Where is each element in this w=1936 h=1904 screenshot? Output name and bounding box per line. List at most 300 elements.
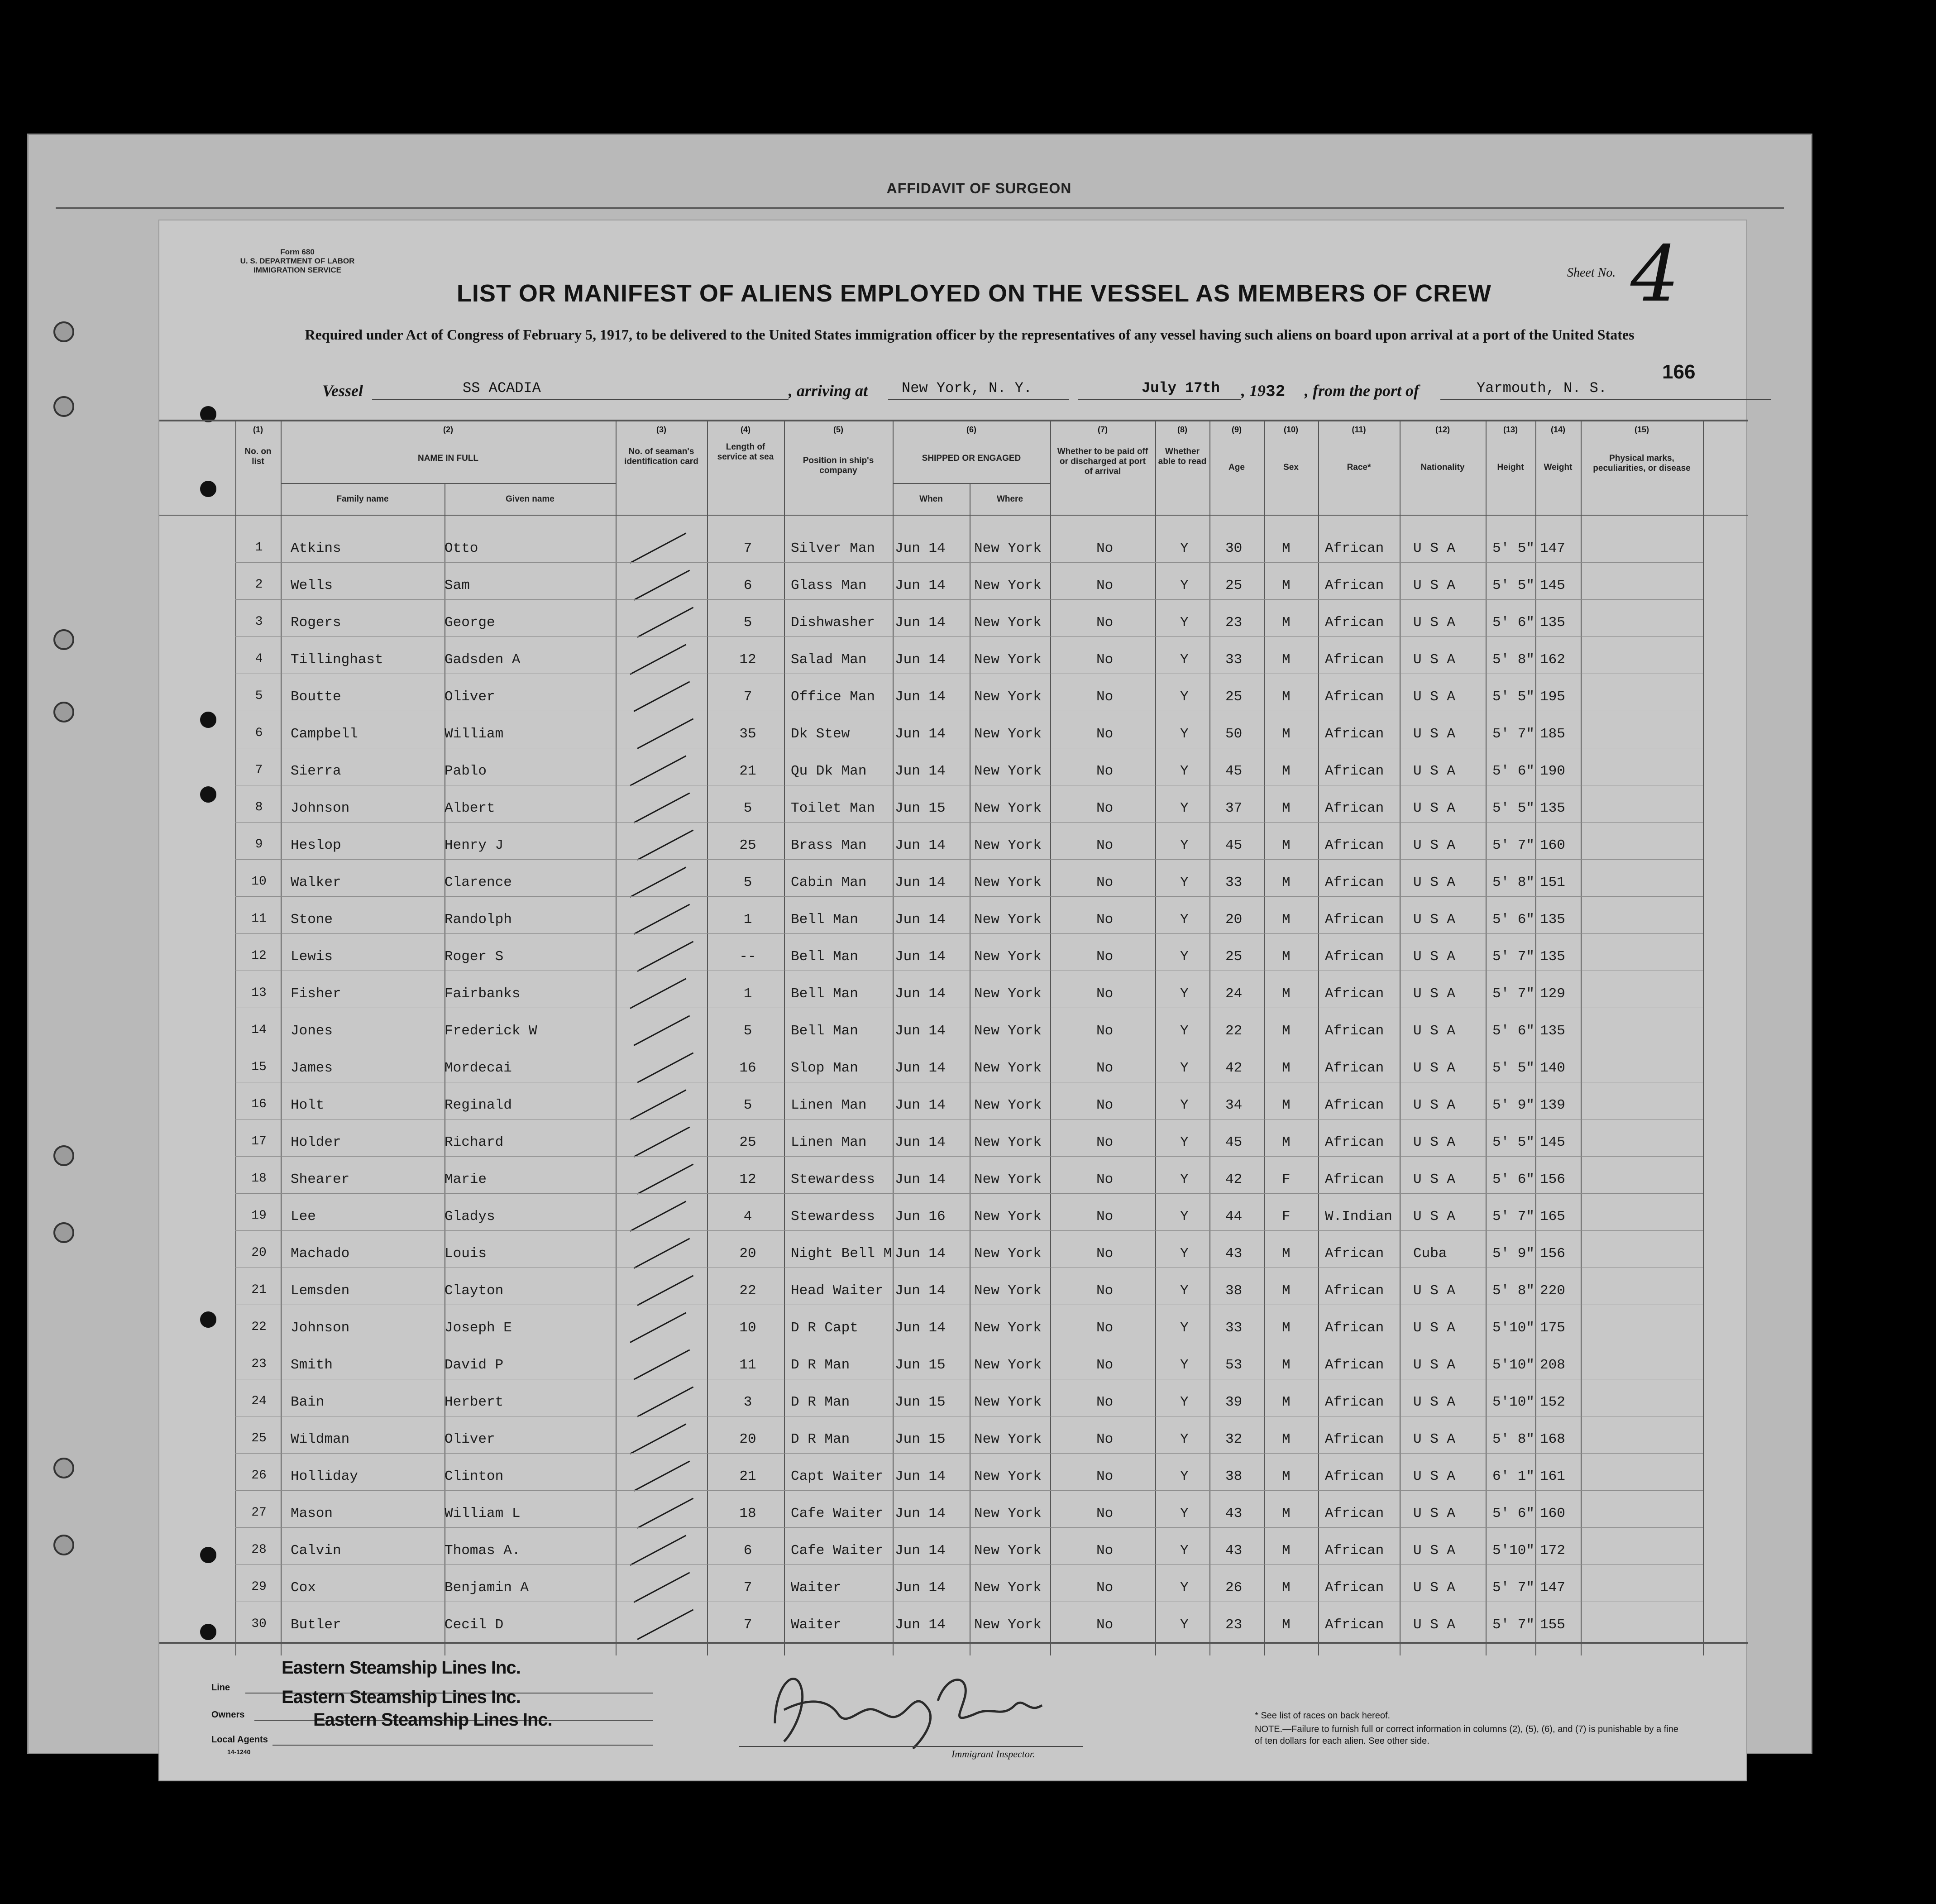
height: 5' 7": [1492, 1580, 1535, 1596]
paid-off: No: [1096, 1246, 1114, 1262]
column-number: (7): [1098, 425, 1108, 434]
paid-off: No: [1096, 1469, 1114, 1484]
able-to-read: Y: [1180, 1431, 1189, 1447]
row-number: 20: [251, 1246, 267, 1260]
id-card-check-mark: [630, 1535, 686, 1565]
able-to-read: Y: [1180, 1580, 1189, 1596]
row-rule: [235, 636, 1703, 637]
age: 30: [1225, 541, 1243, 556]
able-to-read: Y: [1180, 615, 1189, 631]
weight: 195: [1540, 689, 1565, 705]
nationality: U S A: [1413, 1209, 1456, 1225]
paid-off: No: [1096, 1209, 1114, 1225]
height: 5' 8": [1492, 652, 1535, 668]
sex: M: [1282, 1394, 1291, 1410]
given-name: Randolph: [445, 912, 512, 928]
age: 24: [1225, 986, 1243, 1002]
name-subheader-rule: [281, 483, 616, 484]
shipped-when: Jun 14: [895, 615, 946, 631]
table-row: [159, 568, 1748, 604]
row-number: 16: [251, 1097, 267, 1111]
id-card-check-mark: [637, 941, 693, 971]
affidavit-rule: [56, 207, 1784, 209]
shipped-where: New York: [974, 1134, 1042, 1150]
column-number: (2): [443, 425, 453, 434]
family-name: Tillinghast: [291, 652, 383, 668]
column-header-physical-marks: Physical marks, peculiarities, or disease: [1593, 454, 1691, 473]
height: 5' 8": [1492, 1283, 1535, 1299]
owners-label: Owners: [211, 1710, 245, 1720]
column-number: (12): [1435, 425, 1450, 434]
column-number: (8): [1177, 425, 1187, 434]
sex: M: [1282, 1469, 1291, 1484]
position: Slop Man: [791, 1060, 858, 1076]
manifest-sheet: [158, 220, 1747, 1781]
row-number: 6: [255, 726, 263, 740]
position: Capt Waiter: [791, 1469, 884, 1484]
age: 38: [1225, 1469, 1243, 1484]
nationality: U S A: [1413, 1023, 1456, 1039]
binder-hole: [53, 1222, 74, 1243]
shipped-when: Jun 14: [895, 1320, 946, 1336]
age: 42: [1225, 1060, 1243, 1076]
nationality: U S A: [1413, 1617, 1456, 1633]
id-card-check-mark: [637, 1497, 693, 1528]
shipped-where: New York: [974, 875, 1042, 890]
shipped-where: New York: [974, 1431, 1042, 1447]
sex: M: [1282, 1320, 1291, 1336]
race: African: [1325, 1431, 1384, 1447]
race: African: [1325, 1283, 1384, 1299]
service-length: 25: [739, 1134, 756, 1150]
row-rule: [235, 859, 1703, 860]
row-number: 10: [251, 875, 267, 889]
shipped-when: Jun 14: [895, 578, 946, 593]
table-row: [159, 716, 1748, 752]
row-rule: [235, 599, 1703, 600]
height: 5' 6": [1492, 1506, 1535, 1521]
height: 5'10": [1492, 1320, 1535, 1336]
vessel-label: [322, 381, 363, 400]
weight: 156: [1540, 1246, 1565, 1262]
shipped-when: Jun 14: [895, 689, 946, 705]
row-rule: [235, 1527, 1703, 1528]
given-name: George: [445, 615, 495, 631]
race: African: [1325, 1580, 1384, 1596]
given-name: Clarence: [445, 875, 512, 890]
service-length: 5: [743, 800, 752, 816]
sex: M: [1282, 949, 1291, 965]
row-number: 14: [251, 1023, 267, 1037]
position: Linen Man: [791, 1134, 867, 1150]
given-name: Sam: [445, 578, 470, 593]
age: 39: [1225, 1394, 1243, 1410]
position: Bell Man: [791, 1023, 858, 1039]
column-header-height: Height: [1497, 463, 1524, 472]
shipped-when: Jun 14: [895, 875, 946, 890]
paid-off: No: [1096, 1431, 1114, 1447]
service-length: 4: [743, 1209, 752, 1225]
service-length: 22: [739, 1283, 756, 1299]
service-length: 21: [739, 1469, 756, 1484]
column-number: (3): [656, 425, 666, 434]
family-name: Machado: [291, 1246, 350, 1262]
id-card-check-mark: [633, 1015, 690, 1046]
arrival-port: New York, N. Y.: [888, 380, 1069, 400]
column-header-race: Race*: [1347, 463, 1371, 472]
id-card-check-mark: [637, 1052, 693, 1083]
age: 32: [1225, 1431, 1243, 1447]
sex: M: [1282, 1097, 1291, 1113]
service-length: 25: [739, 837, 756, 853]
shipped-when: Jun 14: [895, 912, 946, 928]
given-name: Mordecai: [445, 1060, 512, 1076]
shipped-when: Jun 14: [895, 949, 946, 965]
table-row: [159, 1421, 1748, 1458]
given-name: Oliver: [445, 689, 495, 705]
paid-off: No: [1096, 1357, 1114, 1373]
shipped-where: New York: [974, 726, 1042, 742]
able-to-read: Y: [1180, 1023, 1189, 1039]
shipped-when: Jun 14: [895, 837, 946, 853]
age: 44: [1225, 1209, 1243, 1225]
page-title: LIST OR MANIFEST OF ALIENS EMPLOYED ON THE VESSEL AS MEMBERS OF CREW: [456, 280, 1492, 307]
sex: M: [1282, 689, 1291, 705]
table-row: [159, 642, 1748, 678]
service-length: 7: [743, 541, 752, 556]
position: Cabin Man: [791, 875, 867, 890]
able-to-read: Y: [1180, 1060, 1189, 1076]
service-length: 21: [739, 763, 756, 779]
height: 5' 7": [1492, 837, 1535, 853]
race: African: [1325, 1172, 1384, 1187]
shipped-when: Jun 15: [895, 1431, 946, 1447]
id-card-check-mark: [637, 1609, 693, 1640]
row-rule: [235, 1156, 1703, 1157]
nationality: U S A: [1413, 615, 1456, 631]
age: 38: [1225, 1283, 1243, 1299]
given-name: Roger S: [445, 949, 504, 965]
able-to-read: Y: [1180, 541, 1189, 556]
weight: 175: [1540, 1320, 1565, 1336]
sex: M: [1282, 1617, 1291, 1633]
family-name: Lewis: [291, 949, 333, 965]
stamp-number: 166: [1662, 361, 1696, 383]
table-row: [159, 679, 1748, 715]
line-label: Line: [211, 1683, 230, 1693]
nationality: Cuba: [1413, 1246, 1447, 1262]
paid-off: No: [1096, 1060, 1114, 1076]
paid-off: No: [1096, 1580, 1114, 1596]
table-row: [159, 976, 1748, 1012]
paid-off: No: [1096, 1097, 1114, 1113]
row-number: 23: [251, 1357, 267, 1371]
id-card-check-mark: [630, 644, 686, 675]
able-to-read: Y: [1180, 1617, 1189, 1633]
nationality: U S A: [1413, 875, 1456, 890]
service-length: 5: [743, 875, 752, 890]
family-name: Campbell: [291, 726, 358, 742]
age: 34: [1225, 1097, 1243, 1113]
age: 23: [1225, 1617, 1243, 1633]
age: 23: [1225, 615, 1243, 631]
paid-off: No: [1096, 615, 1114, 631]
shipped-where: New York: [974, 1580, 1042, 1596]
given-name: Marie: [445, 1172, 487, 1187]
row-number: 7: [255, 763, 263, 777]
paid-off: No: [1096, 912, 1114, 928]
shipped-where: New York: [974, 1617, 1042, 1633]
able-to-read: Y: [1180, 578, 1189, 593]
position: D R Man: [791, 1394, 850, 1410]
shipped-when: Jun 16: [895, 1209, 946, 1225]
age: 33: [1225, 875, 1243, 890]
given-name: Thomas A.: [445, 1543, 521, 1559]
service-length: --: [739, 949, 756, 965]
able-to-read: Y: [1180, 1320, 1189, 1336]
table-row: [159, 939, 1748, 975]
able-to-read: Y: [1180, 1134, 1189, 1150]
column-header-given-name: Given name: [506, 494, 555, 504]
height: 5' 9": [1492, 1097, 1535, 1113]
table-row: [159, 1533, 1748, 1569]
able-to-read: Y: [1180, 912, 1189, 928]
able-to-read: Y: [1180, 837, 1189, 853]
race: African: [1325, 1469, 1384, 1484]
table-row: [159, 531, 1748, 567]
position: Brass Man: [791, 837, 867, 853]
service-length: 35: [739, 726, 756, 742]
age: 33: [1225, 1320, 1243, 1336]
able-to-read: Y: [1180, 763, 1189, 779]
id-card-check-mark: [637, 718, 693, 749]
table-row: [159, 1087, 1748, 1124]
row-number: 17: [251, 1134, 267, 1148]
height: 5' 9": [1492, 1246, 1535, 1262]
race: African: [1325, 1394, 1384, 1410]
paid-off: No: [1096, 689, 1114, 705]
height: 5'10": [1492, 1357, 1535, 1373]
sex: M: [1282, 800, 1291, 816]
sex: M: [1282, 1580, 1291, 1596]
shipped-when: Jun 14: [895, 1023, 946, 1039]
row-rule: [235, 933, 1703, 934]
paid-off: No: [1096, 1023, 1114, 1039]
service-length: 7: [743, 1580, 752, 1596]
nationality: U S A: [1413, 1469, 1456, 1484]
able-to-read: Y: [1180, 986, 1189, 1002]
position: D R Man: [791, 1431, 850, 1447]
weight: 220: [1540, 1283, 1565, 1299]
race: African: [1325, 615, 1384, 631]
shipped-where: New York: [974, 1172, 1042, 1187]
paid-off: No: [1096, 1172, 1114, 1187]
height: 5' 7": [1492, 1617, 1535, 1633]
given-name: Cecil D: [445, 1617, 504, 1633]
signature-rule: [739, 1746, 1083, 1747]
service-length: 11: [739, 1357, 756, 1373]
race: African: [1325, 1357, 1384, 1373]
height: 5' 6": [1492, 912, 1535, 928]
height: 5'10": [1492, 1394, 1535, 1410]
race: African: [1325, 1543, 1384, 1559]
weight: 139: [1540, 1097, 1565, 1113]
id-card-check-mark: [633, 1460, 690, 1491]
header-bottom-rule: [159, 515, 1748, 516]
weight: 135: [1540, 800, 1565, 816]
row-number: 3: [255, 615, 263, 629]
family-name: Bain: [291, 1394, 325, 1410]
position: Glass Man: [791, 578, 867, 593]
weight: 151: [1540, 875, 1565, 890]
family-name: Calvin: [291, 1543, 341, 1559]
column-header-where: Where: [996, 494, 1023, 504]
id-card-check-mark: [633, 681, 690, 712]
table-row: [159, 902, 1748, 938]
service-length: 16: [739, 1060, 756, 1076]
able-to-read: Y: [1180, 949, 1189, 965]
service-length: 1: [743, 912, 752, 928]
able-to-read: Y: [1180, 1357, 1189, 1373]
position: Cafe Waiter: [791, 1506, 884, 1521]
id-card-check-mark: [637, 1275, 693, 1306]
shipped-where: New York: [974, 986, 1042, 1002]
shipped-when: Jun 14: [895, 1060, 946, 1076]
id-card-check-mark: [637, 607, 693, 637]
table-row: [159, 753, 1748, 789]
table-row: [159, 1496, 1748, 1532]
paid-off: No: [1096, 837, 1114, 853]
department-name: U. S. DEPARTMENT OF LABOR: [240, 257, 355, 265]
position: Salad Man: [791, 652, 867, 668]
service-length: 1: [743, 986, 752, 1002]
column-header-id-card: No. of seaman's identification card: [624, 447, 698, 466]
given-name: Joseph E: [445, 1320, 512, 1336]
age: 45: [1225, 763, 1243, 779]
paid-off: No: [1096, 875, 1114, 890]
from-label-text: , from the port of: [1305, 382, 1420, 400]
service-length: 6: [743, 1543, 752, 1559]
position: Stewardess: [791, 1172, 875, 1187]
nationality: U S A: [1413, 1431, 1456, 1447]
shipped-when: Jun 14: [895, 986, 946, 1002]
id-card-check-mark: [633, 1572, 690, 1603]
nationality: U S A: [1413, 1580, 1456, 1596]
weight: 185: [1540, 726, 1565, 742]
table-row: [159, 1162, 1748, 1198]
shipped-where: New York: [974, 578, 1042, 593]
shipped-where: New York: [974, 1506, 1042, 1521]
height: 5' 7": [1492, 1209, 1535, 1225]
given-name: Oliver: [445, 1431, 495, 1447]
given-name: Gladys: [445, 1209, 495, 1225]
given-name: Clinton: [445, 1469, 504, 1484]
service-length: 5: [743, 1097, 752, 1113]
weight: 140: [1540, 1060, 1565, 1076]
agents-rule: [272, 1745, 653, 1746]
year-label: [1241, 381, 1285, 401]
height: 5' 6": [1492, 1023, 1535, 1039]
height: 5' 5": [1492, 541, 1535, 556]
weight: 135: [1540, 1023, 1565, 1039]
weight: 168: [1540, 1431, 1565, 1447]
paid-off: No: [1096, 578, 1114, 593]
page-subtitle: Required under Act of Congress of February 5, 1917, to be delivered to the United States immigration officer by the representatives of any vessel having such aliens on board upon arrival at a port of the United States: [305, 326, 1635, 343]
table-row: [159, 605, 1748, 641]
shipped-where: New York: [974, 1209, 1042, 1225]
nationality: U S A: [1413, 1320, 1456, 1336]
family-name: Johnson: [291, 800, 350, 816]
shipped-where: New York: [974, 1283, 1042, 1299]
row-number: 29: [251, 1580, 267, 1594]
age: 33: [1225, 652, 1243, 668]
id-card-check-mark: [637, 1163, 693, 1194]
column-number: (5): [833, 425, 843, 434]
sex: M: [1282, 837, 1291, 853]
sex: M: [1282, 1023, 1291, 1039]
given-name: Louis: [445, 1246, 487, 1262]
sex: M: [1282, 1246, 1291, 1262]
age: 53: [1225, 1357, 1243, 1373]
table-row: [159, 1273, 1748, 1309]
race: W.Indian: [1325, 1209, 1392, 1225]
shipped-where: New York: [974, 1543, 1042, 1559]
family-name: Mason: [291, 1506, 333, 1521]
weight: 129: [1540, 986, 1565, 1002]
able-to-read: Y: [1180, 1209, 1189, 1225]
row-number: 13: [251, 986, 267, 1000]
race: African: [1325, 1617, 1384, 1633]
column-number: (1): [253, 425, 263, 434]
column-number: (10): [1283, 425, 1298, 434]
shipped-when: Jun 14: [895, 1097, 946, 1113]
from-label: [1305, 381, 1419, 400]
nationality: U S A: [1413, 1134, 1456, 1150]
race: African: [1325, 578, 1384, 593]
service-length: 7: [743, 689, 752, 705]
nationality: U S A: [1413, 837, 1456, 853]
paid-off: No: [1096, 1283, 1114, 1299]
row-number: 11: [251, 912, 267, 926]
race: African: [1325, 541, 1384, 556]
age: 42: [1225, 1172, 1243, 1187]
shipped-where: New York: [974, 949, 1042, 965]
binder-hole: [53, 321, 74, 342]
race: African: [1325, 1506, 1384, 1521]
given-name: Richard: [445, 1134, 504, 1150]
position: Night Bell M: [791, 1246, 892, 1262]
weight: 165: [1540, 1209, 1565, 1225]
age: 25: [1225, 578, 1243, 593]
family-name: Rogers: [291, 615, 341, 631]
column-number: (14): [1550, 425, 1565, 434]
shipped-where: New York: [974, 763, 1042, 779]
sex: M: [1282, 1357, 1291, 1373]
shipped-when: Jun 14: [895, 652, 946, 668]
shipped-when: Jun 15: [895, 1394, 946, 1410]
family-name: Butler: [291, 1617, 341, 1633]
column-header-shipped: SHIPPED OR ENGAGED: [922, 454, 1021, 463]
shipped-when: Jun 14: [895, 1283, 946, 1299]
able-to-read: Y: [1180, 1097, 1189, 1113]
agents-stamp: Eastern Steamship Lines Inc.: [313, 1710, 552, 1730]
given-name: Herbert: [445, 1394, 504, 1410]
shipped-when: Jun 14: [895, 1506, 946, 1521]
position: Bell Man: [791, 986, 858, 1002]
row-number: 12: [251, 949, 267, 963]
weight: 156: [1540, 1172, 1565, 1187]
paid-off: No: [1096, 986, 1114, 1002]
